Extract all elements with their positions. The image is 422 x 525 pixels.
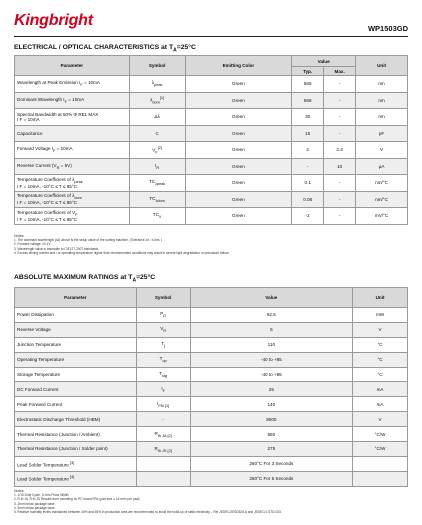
cell-symbol: $R_{th JS [2]}$	[136, 442, 190, 457]
cell-typ: 0.1	[292, 175, 324, 192]
header-divider	[14, 36, 408, 37]
cell-color: Green	[185, 109, 292, 126]
cell-symbol: -	[136, 412, 190, 427]
table-row	[15, 397, 408, 412]
table-row	[15, 427, 408, 442]
cell-value: -40 to +85	[190, 367, 353, 382]
cell-symbol: $R_{th JA [2]}$	[136, 427, 190, 442]
eo-characteristics-table	[14, 55, 408, 225]
cell-value: 25	[190, 382, 353, 397]
cell-parameter: Temperature Coefficient of $\lambda_{dom}$ I F = 10mA, -10°C ≤ T ≤ 85°C	[15, 191, 130, 208]
cell-unit: °C	[353, 337, 408, 352]
cell-parameter: Junction Temperature	[15, 337, 137, 352]
cell-color: Green	[185, 125, 292, 142]
cell-max: -	[324, 92, 356, 109]
cell-typ: 30	[292, 109, 324, 126]
cell-unit: V	[356, 142, 408, 159]
cell-symbol: $TC_V$	[129, 208, 185, 225]
table-row	[15, 92, 408, 109]
note-line: 4. Excess driving current and / or operating temperature higher than recommended conditions may result in severe light degradation or premature failure.	[14, 250, 230, 255]
cell-parameter: Lead Solder Temperature [3]	[15, 456, 137, 471]
note-line: 5. Relative humidity levels maintained between 40% and 60% in production area are recommended to avoid the build-up of static electricity – Ref JEDEC/JESD625-A and JEDEC/J-STD-033.	[14, 510, 282, 515]
cell-max: -	[324, 76, 356, 93]
note-line: 4. 5mm below package base.	[14, 505, 56, 510]
note-line: 3. 2mm below package base.	[14, 501, 56, 506]
cell-parameter: Lead Solder Temperature [4]	[15, 471, 137, 486]
cell-typ: 0.06	[292, 191, 324, 208]
eo-notes	[14, 234, 408, 255]
cell-parameter: Reverse Voltage	[15, 322, 137, 337]
cell-parameter: Thermal Resistance (Junction / Solder point)	[15, 442, 137, 457]
note-line: 2. Forward voltage: ±0.1V.	[14, 242, 52, 247]
cell-typ: 2	[292, 142, 324, 159]
cell-typ: -	[292, 158, 324, 175]
cell-parameter: Operating Temperature	[15, 352, 137, 367]
cell-unit: nm	[356, 92, 408, 109]
cell-typ: 15	[292, 125, 324, 142]
cell-unit: °C/W	[353, 442, 408, 457]
table-row	[15, 109, 408, 126]
table-row	[15, 382, 408, 397]
cell-typ: -2	[292, 208, 324, 225]
cell-max: -	[324, 175, 356, 192]
cell-value: -40 to +85	[190, 352, 353, 367]
cell-parameter: Storage Temperature	[15, 367, 137, 382]
note-line: Notes:	[14, 489, 25, 493]
cell-unit	[353, 456, 408, 471]
cell-value: 550	[190, 427, 353, 442]
col-value: Value	[292, 56, 356, 67]
brand-logo: Kingbright	[14, 12, 93, 29]
table-row	[15, 471, 408, 486]
table-row	[15, 208, 408, 225]
cell-symbol: $V_R$	[136, 322, 190, 337]
cell-value: 260°C For 5 Seconds	[190, 471, 353, 486]
cell-parameter: Thermal Resistance (Junction / Ambient)	[15, 427, 137, 442]
cell-parameter: Spectral Bandwidth at 50% Φ REL MAX I F = 10mA	[15, 109, 130, 126]
note-line: 1. 1/10 Duty Cycle, 0.1ms Pulse Width.	[14, 493, 70, 498]
col-unit: Unit	[356, 56, 408, 76]
col-emitting-color: Emitting Color	[185, 56, 292, 76]
cell-symbol: $I_F$	[136, 382, 190, 397]
cell-color: Green	[185, 208, 292, 225]
cell-symbol: $TC_{\lambda dom}$	[129, 191, 185, 208]
cell-value: 140	[190, 397, 353, 412]
cell-unit: °C	[353, 352, 408, 367]
note-line: 2. R th JA ,R th JS Results from mounting on PC board FR4 (pad size ≥ 16 mm² per pad).	[14, 497, 141, 502]
table-row	[15, 322, 408, 337]
cell-parameter: Forward Voltage $I_F = 10mA$	[15, 142, 130, 159]
table-row	[15, 175, 408, 192]
cell-parameter: Electrostatic Discharge Threshold (HBM)	[15, 412, 137, 427]
col-parameter: Parameter	[15, 288, 137, 308]
cell-value: 8000	[190, 412, 353, 427]
col-symbol: Symbol	[129, 56, 185, 76]
cell-symbol: $\lambda_{peak}$	[129, 76, 185, 93]
cell-typ: 568	[292, 92, 324, 109]
cell-unit: mA	[353, 382, 408, 397]
cell-value: 5	[190, 322, 353, 337]
cell-color: Green	[185, 158, 292, 175]
cell-symbol: $P_D$	[136, 308, 190, 323]
cell-symbol: $I_{FM [1]}$	[136, 397, 190, 412]
table-row	[15, 352, 408, 367]
col-value: Value	[190, 288, 353, 308]
table-row	[15, 308, 408, 323]
note-line: 3. Wavelength value is traceable to CIE127-2007 standards.	[14, 246, 99, 251]
cell-symbol: $V_F[2]$	[129, 142, 185, 159]
table-row	[15, 412, 408, 427]
cell-color: Green	[185, 175, 292, 192]
col-max: Max.	[324, 67, 356, 76]
cell-typ: 565	[292, 76, 324, 93]
cell-unit: V	[353, 412, 408, 427]
cell-unit: pF	[356, 125, 408, 142]
cell-parameter: Peak Forward Current	[15, 397, 137, 412]
cell-value: 62.5	[190, 308, 353, 323]
cell-symbol: $I_R$	[129, 158, 185, 175]
cell-value: 110	[190, 337, 353, 352]
abs-section-title: ABSOLUTE MAXIMUM RATINGS at $T_A=25^\circ C$	[14, 274, 156, 284]
note-line: Notes:	[14, 234, 25, 238]
cell-max: -	[324, 208, 356, 225]
cell-max: -	[324, 191, 356, 208]
cell-unit: nm	[356, 109, 408, 126]
cell-parameter: DC Forward Current	[15, 382, 137, 397]
eo-section-title: ELECTRICAL / OPTICAL CHARACTERISTICS at $T_A=25^\circ C$	[14, 44, 196, 54]
cell-parameter: Wavelength at Peak Emission $I_F = 10mA$	[15, 76, 130, 93]
cell-color: Green	[185, 76, 292, 93]
col-parameter: Parameter	[15, 56, 130, 76]
cell-unit: nm/°C	[356, 191, 408, 208]
cell-symbol: $\lambda_{dom}[1]$	[129, 92, 185, 109]
table-row	[15, 76, 408, 93]
col-unit: Unit	[353, 288, 408, 308]
cell-unit: mA	[353, 397, 408, 412]
cell-symbol: C	[129, 125, 185, 142]
table-row	[15, 125, 408, 142]
table-row	[15, 367, 408, 382]
cell-symbol: $T_{op}$	[136, 352, 190, 367]
cell-unit: nm/°C	[356, 175, 408, 192]
cell-unit: mV/°C	[356, 208, 408, 225]
table-row	[15, 456, 408, 471]
table-row	[15, 337, 408, 352]
col-symbol: Symbol	[136, 288, 190, 308]
cell-color: Green	[185, 142, 292, 159]
cell-symbol	[136, 456, 190, 471]
cell-color: Green	[185, 191, 292, 208]
cell-unit: μA	[356, 158, 408, 175]
cell-parameter: Temperature Coefficient of $\lambda_{peak}$ I F = 10mA, -10°C ≤ T ≤ 85°C	[15, 175, 130, 192]
abs-notes	[14, 489, 408, 514]
table-row	[15, 191, 408, 208]
table-row	[15, 442, 408, 457]
table-row	[15, 142, 408, 159]
cell-unit: nm	[356, 76, 408, 93]
cell-unit: V	[353, 322, 408, 337]
cell-parameter: Capacitance	[15, 125, 130, 142]
cell-symbol	[136, 471, 190, 486]
cell-value: 260°C For 3 Seconds	[190, 456, 353, 471]
cell-value: 275	[190, 442, 353, 457]
cell-parameter: Temperature Coefficient of $V_F$ I F = 10mA, -10°C ≤ T ≤ 85°C	[15, 208, 130, 225]
cell-unit: °C	[353, 367, 408, 382]
cell-symbol: $TC_{\lambda peak}$	[129, 175, 185, 192]
cell-parameter: Dominant Wavelength $I_F = 10mA$	[15, 92, 130, 109]
cell-parameter: Reverse Current $(V_R = 5V)$	[15, 158, 130, 175]
page-header	[14, 8, 408, 36]
cell-max: 10	[324, 158, 356, 175]
cell-parameter: Power Dissipation	[15, 308, 137, 323]
cell-unit: °C/W	[353, 427, 408, 442]
cell-unit: mW	[353, 308, 408, 323]
part-number: WP1503GD	[367, 24, 408, 33]
col-typ: Typ.	[292, 67, 324, 76]
cell-symbol: $T_{stg}$	[136, 367, 190, 382]
cell-symbol: Δλ	[129, 109, 185, 126]
cell-max: -	[324, 125, 356, 142]
abs-ratings-table	[14, 287, 408, 487]
note-line: 1. The dominant wavelength (λd) above is the setup value of the sorting machine. (Tolerance λd : ±1nm. )	[14, 238, 163, 243]
cell-unit	[353, 471, 408, 486]
cell-color: Green	[185, 92, 292, 109]
cell-symbol: $T_j$	[136, 337, 190, 352]
cell-max: -	[324, 109, 356, 126]
table-row	[15, 158, 408, 175]
cell-max: 2.4	[324, 142, 356, 159]
